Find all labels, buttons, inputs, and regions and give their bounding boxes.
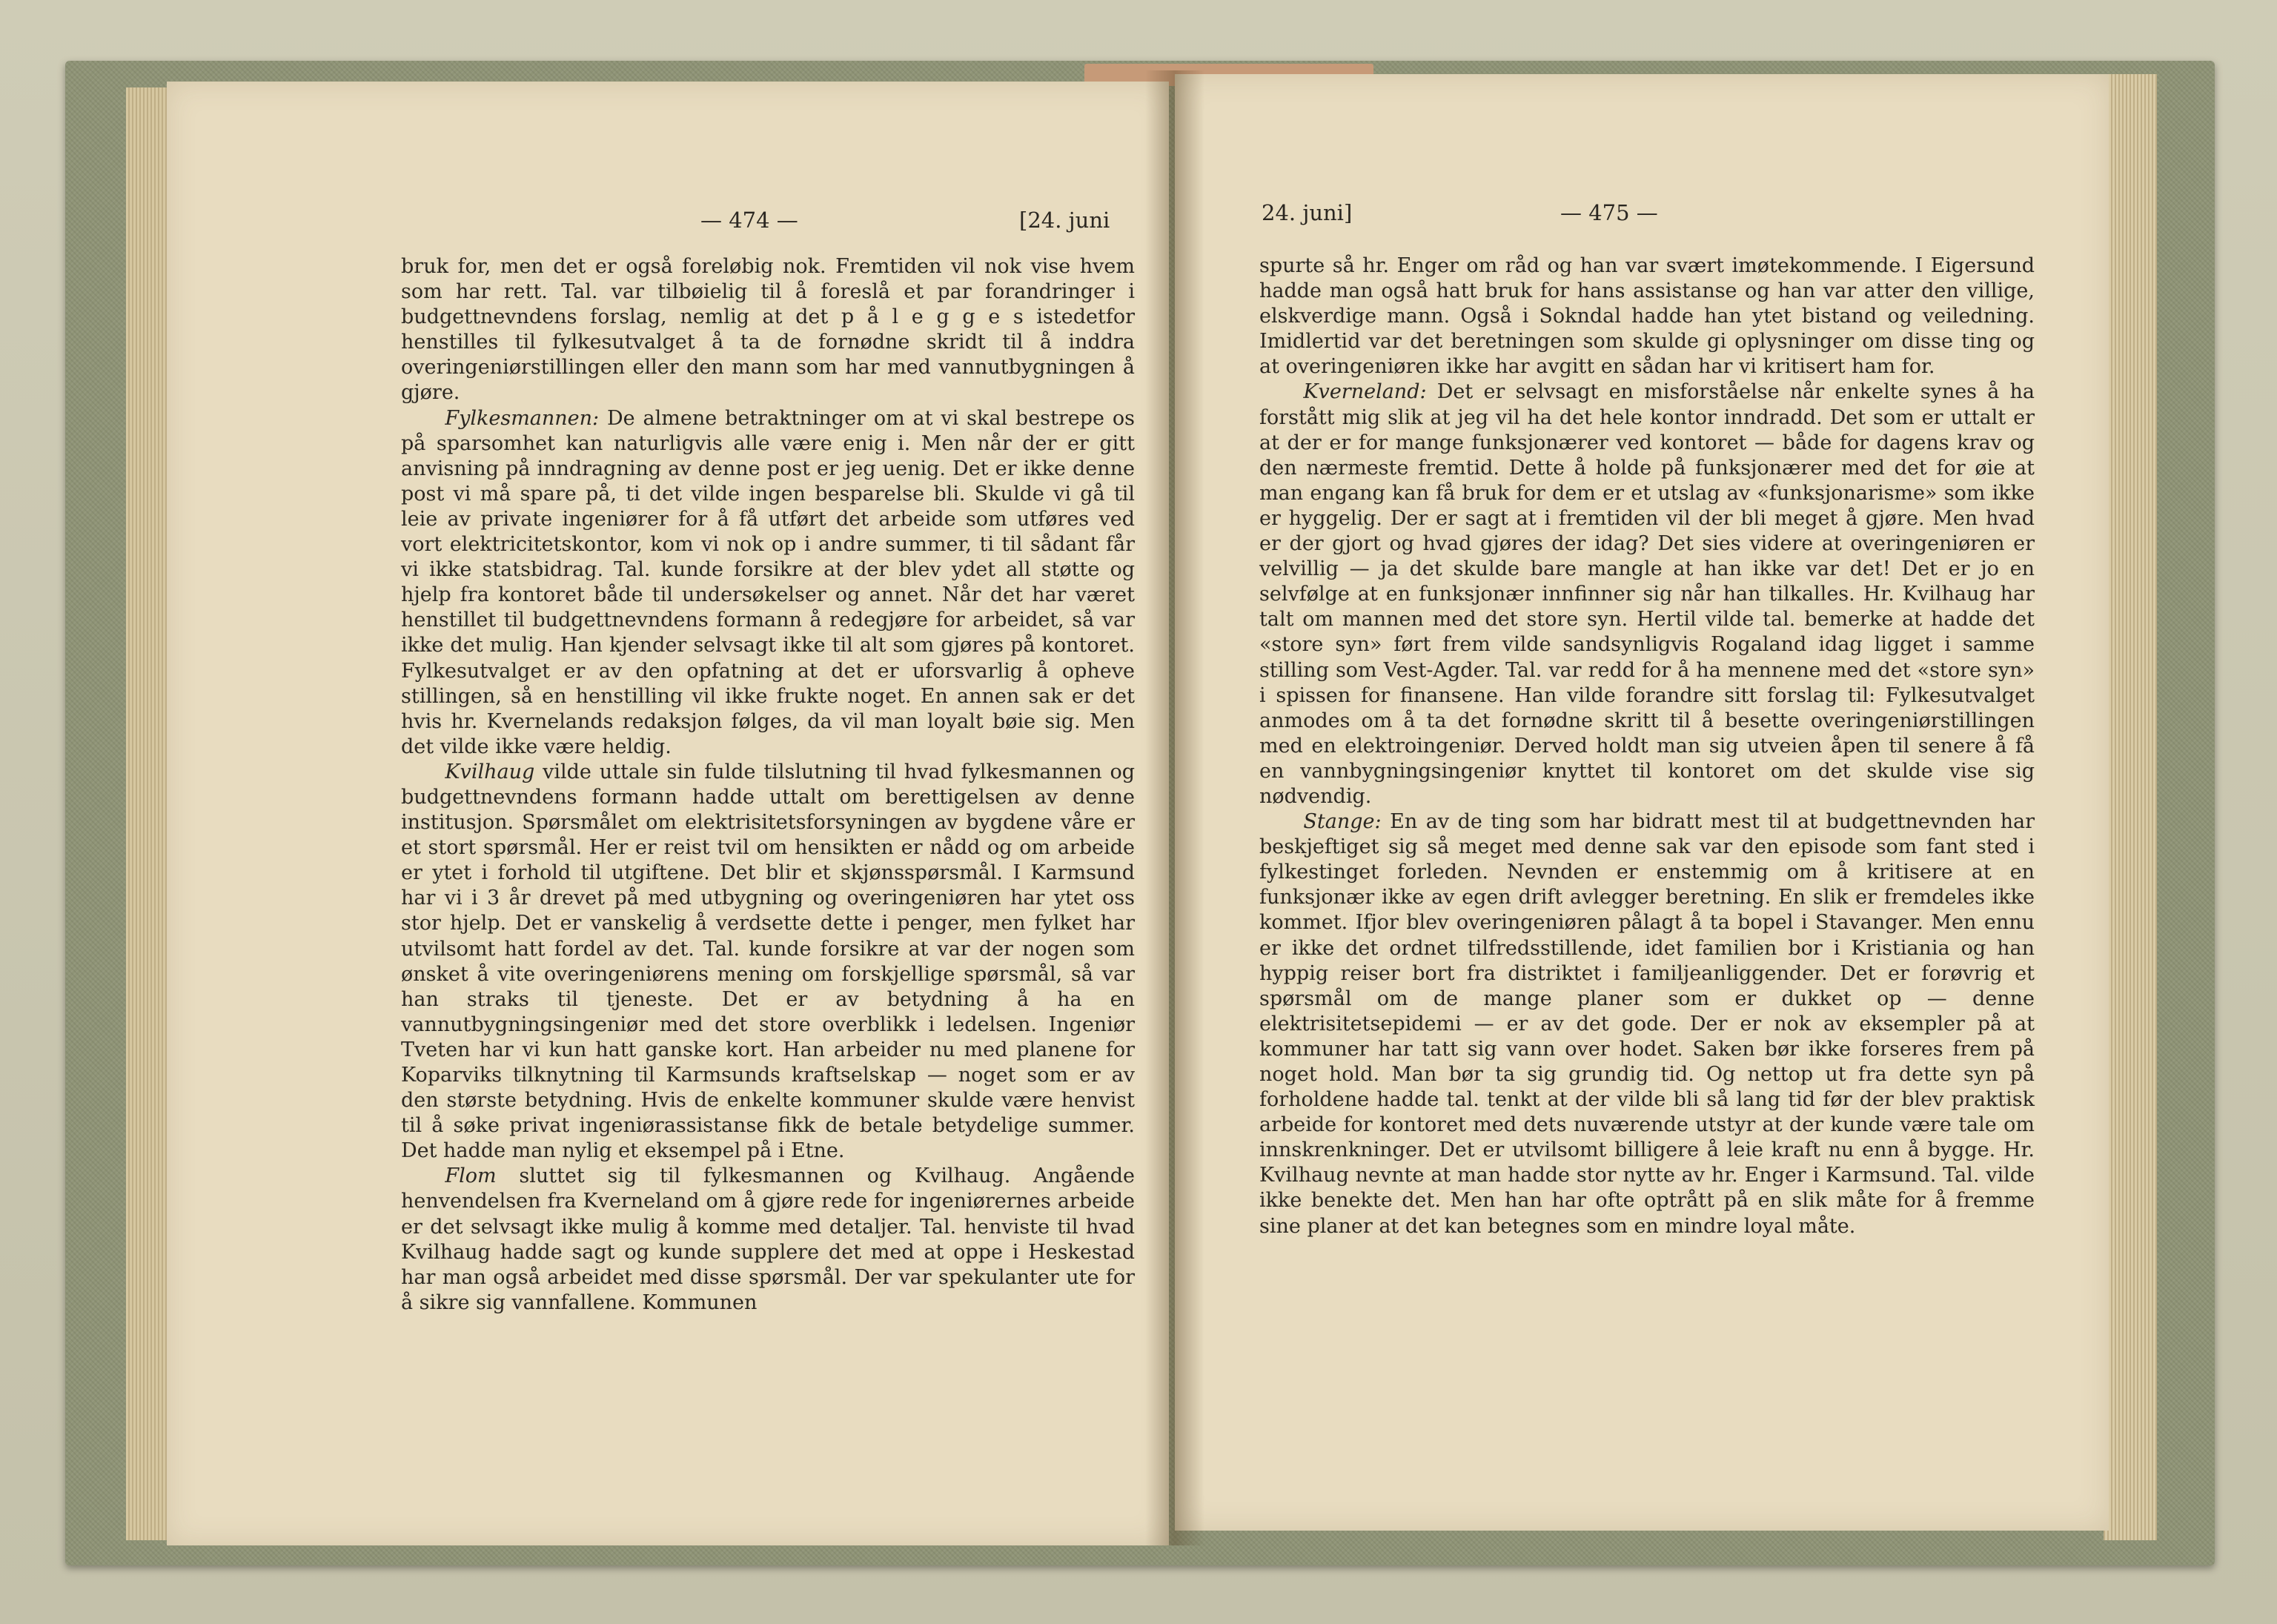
page-edges-right	[2104, 74, 2157, 1540]
right-page-date: 24. juni]	[1262, 200, 1353, 225]
speaker-name: Flom	[445, 1164, 497, 1188]
speaker-name: Kvilhaug	[445, 760, 535, 783]
speaker-name: Stange:	[1303, 810, 1382, 834]
left-page-body	[401, 254, 1135, 1316]
paragraph	[401, 406, 1135, 760]
paragraph-text: sluttet sig til fylkesmannen og Kvilhaug. Angående henvendelsen fra Kverneland om å gjøre rede for ingeniørernes arbeide er det selvsagt ikke mulig å komme med detaljer. Tal. henviste til hvad Kvilhaug hadde sagt og kunde supplere det med at oppe i Heskestad har man også arbeidet med disse spørsmål. Der var spekulanter ute for å sikre sig vannfallene. Kommunen	[401, 1164, 1135, 1314]
paragraph-text: De almene betraktninger om at vi skal bestrepe os på sparsomhet kan naturligvis alle være enig i. Men når der er gitt anvisning på inndragning av denne post er jeg uenig. Det er ikke denne post vi må spare på, ti det vilde ingen besparelse bli. Skulde vi gå til leie av private ingeniører for å få utført det arbeide som utføres ved vort elektricitetskontor, kom vi nok op i andre summer, ti til sådant får vi ikke statsbidrag. Tal. kunde forsikre at der blev ydet all støtte og hjelp fra kontoret både til undersøkelser og annet. Når det har været henstillet til budgettnevndens formann å redegjøre for arbeidet, så var ikke det mulig. Han kjender selvsagt ikke til alt som gjøres på kontoret. Fylkesutvalget er av den opfatning at det er uforsvarlig å opheve stillingen, så en henstilling vil ikke frukte noget. En annen sak er det hvis hr. Kvernelands redaksjon følges, da vil man loyalt bøie sig. Men det vilde ikke være heldig.	[401, 406, 1136, 758]
paragraph	[401, 760, 1135, 1164]
paragraph	[1259, 253, 2035, 380]
paragraph	[401, 254, 1135, 406]
left-page-number: — 474 —	[700, 208, 798, 233]
paragraph-text: vilde uttale sin fulde tilslutning til hvad fylkesmannen og budgettnevndens formann hadde uttalt om berettigelsen av denne institusjon. Spørsmålet om elektrisitetsforsyningen av bygdene våre er et stort spørsmål. Her er reist tvil om hensikten er nådd og om arbeide er ytet i forhold til utgiftene. Det blir et skjønsspørsmål. I Karmsund har vi i 3 år drevet på med utbygning og overingeniøren har ytet oss stor hjelp. Det er vanskelig å verdsette dette i penger, men fylket har utvilsomt hatt fordel av det. Tal. kunde forsikre at var der nogen som ønsket å vite overingeniørens mening om forskjellige spørsmål, så var han straks til tjeneste. Det er av betydning å ha en vannutbygningsingeniør med det store overblikk i ledelsen. Ingeniør Tveten har vi kun hatt ganske kort. Han arbeider nu med planene for Koparviks tilknytning til Karmsunds kraftselskap — noget som er av den største betydning. Hvis de enkelte kommuner skulde være henvist til å søke privat ingeniørassistanse fikk de betale betydelige summer. Det hadde man nylig et eksempel på i Etne.	[401, 760, 1135, 1163]
paragraph-text: spurte så hr. Enger om råd og han var svært imøtekommende. I Eigersund hadde man også hatt bruk for hans assistanse og han var atter den villige, elskverdige mann. Også i Sokndal hadde han ytet bistand og veiledning. Imidlertid var det beretningen som skulde gi oplysninger om disse ting og at overingeniøren ikke har avgitt en sådan har vi kritisert ham for.	[1259, 254, 2035, 379]
right-page-body	[1259, 253, 2035, 1239]
speaker-name: Kverneland:	[1303, 380, 1427, 404]
book-gutter	[1145, 70, 1204, 1545]
paragraph-text: En av de ting som har bidratt mest til at budgettnevnden har beskjeftiget sig så meget med denne sak var den episode som fant sted i fylkestinget forleden. Nevnden er enstemmig om å kritisere at en funksjonær ikke av egen drift avlegger beretning. En slik er fremdeles ikke kommet. Ifjor blev overingeniøren pålagt å ta bopel i Stavanger. Men ennu er ikke det ordnet tilfredsstillende, idet familien bor i Kristiania og han hyppig reiser bort fra distriktet i familjeanliggender. Det er forøvrig et spørsmål om de mange planer som er dukket op — denne elektrisitetsepidemi — er av det gode. Der er nok av eksempler på at kommuner har tatt sig vann over hodet. Saken bør ikke forseres frem på noget hold. Man bør ta sig grundig tid. Og nettop ut fra dette syn på forholdene hadde tal. tenkt at der vilde bli så lang tid før der blev praktisk arbeide for kontoret med dets nuværende utstyr at der kunde være tale om innskrenkninger. Det er utvilsomt billigere å leie kraft nu enn å bygge. Hr. Kvilhaug nevnte at man hadde stor nytte av hr. Enger i Karmsund. Tal. vilde ikke benekte det. Men han har ofte optrått på en slik måte for å fremme sine planer at det kan betegnes som en mindre loyal måte.	[1259, 810, 2035, 1238]
left-page	[167, 82, 1169, 1545]
paragraph-text: bruk for, men det er også foreløbig nok. Fremtiden vil nok vise hvem som har rett. Tal. var tilbøielig til å foreslå et par forandringer i budgettnevndens forslag, nemlig at det p å l e g g e s istedetfor henstilles til fylkesutvalget å ta de fornødne skridt til å inddra overingeniørstillingen eller den mann som har med vannutbygningen å gjøre.	[401, 255, 1135, 405]
left-page-date: [24. juni	[1019, 208, 1110, 233]
paragraph	[401, 1164, 1135, 1316]
paragraph-text: Det er selvsagt en misforståelse når enkelte synes å ha forstått mig slik at jeg vil ha det hele kontor inndradd. Det som er uttalt er at der er for mange funksjonærer ved kontoret — både for dagens krav og den nærmeste fremtid. Dette å holde på funksjonærer med det for øie at man engang kan få bruk for dem er et utslag av «funksjonarisme» som ikke er hyggelig. Der er sagt at i fremtiden vil der bli meget å gjøre. Men hvad er der gjort og hvad gjøres der idag? Det sies videre at overingeniøren er velvillig — ja det skulde bare mangle at han ikke var det! Det er jo en selvfølge at en funksjonær innfinner sig når han tilkalles. Hr. Kvilhaug har talt om mannen med det store syn. Hertil vilde tal. bemerke at hadde det «store syn» ført frem vilde sandsynligvis Rogaland idag ligget i samme stilling som Vest-Agder. Tal. var redd for å ha mennene med det «store syn» i spissen for finansene. Han vilde forandre sitt forslag til: Fylkesutvalget anmodes om å ta det fornødne skritt til å besette overingeniørstillingen med en elektroingeniør. Derved holdt man sig utveien åpen til senere å få en vannbygningsingeniør knyttet til kontoret om det skulde vise sig nødvendig.	[1259, 380, 2035, 808]
page-edges-left	[126, 87, 170, 1540]
right-page-number: — 475 —	[1560, 200, 1658, 225]
right-page	[1175, 74, 2109, 1531]
speaker-name: Fylkesmannen:	[445, 406, 600, 430]
paragraph	[1259, 380, 2035, 809]
paragraph	[1259, 809, 2035, 1239]
